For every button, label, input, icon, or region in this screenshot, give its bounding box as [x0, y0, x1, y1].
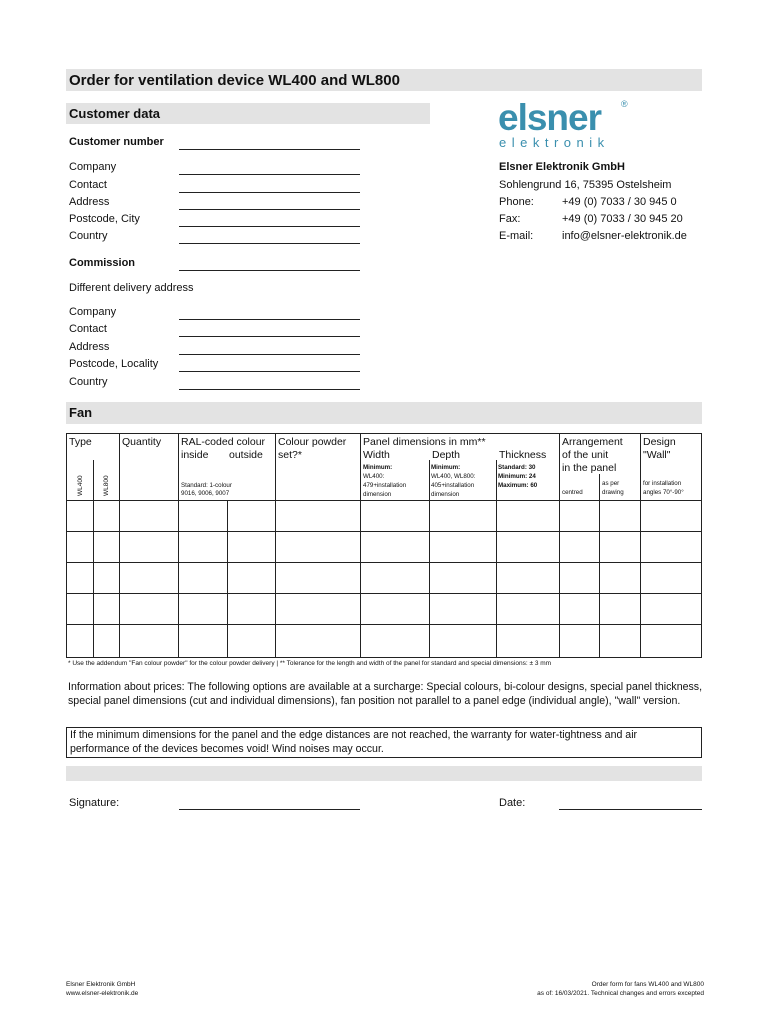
registered-mark: ® [621, 99, 628, 109]
customer-section-title: Customer data [69, 106, 161, 121]
depth-models: WL400, WL800: [431, 473, 476, 480]
ral-standard-note: Standard: 1-colour [181, 482, 232, 489]
footer-form-title: Order form for fans WL400 and WL800 [591, 981, 704, 988]
arrangement-header: Arrangement [562, 436, 623, 448]
country-label: Country [69, 230, 108, 242]
arrangement-header-2: of the unit [562, 449, 609, 461]
footer-version: as of: 16/03/2021. Technical changes and errors excepted [537, 990, 704, 997]
postcode-city-label: Postcode, City [69, 213, 140, 225]
panel-dimensions-header: Panel dimensions in mm** [363, 436, 486, 448]
fan-section-bar [66, 402, 702, 424]
email-label: E-mail: [499, 230, 534, 242]
email-value[interactable]: info@elsner-elektronik.de [562, 230, 687, 242]
country-field[interactable] [179, 243, 360, 244]
type-header: Type [69, 436, 92, 448]
width-minimum: Minimum: [363, 464, 393, 471]
depth-installation: 405+installation [431, 482, 475, 489]
as-per-drawing-option-2: drawing [602, 489, 624, 496]
delivery-postcode-field[interactable] [179, 371, 360, 372]
company-label: Company [69, 161, 117, 173]
page-title: Order for ventilation device WL400 and WL800 [69, 72, 400, 89]
ral-header: RAL-coded colour [181, 436, 266, 448]
delivery-contact-field[interactable] [179, 336, 360, 337]
ral-inside-header: inside [181, 449, 209, 461]
thickness-minimum: Minimum: 24 [498, 473, 536, 480]
delivery-contact-label: Contact [69, 323, 107, 335]
phone-value: +49 (0) 7033 / 30 945 0 [562, 196, 677, 208]
vendor-street: Sohlengrund 16, 75395 Ostelsheim [499, 179, 672, 191]
centred-option: centred [562, 489, 583, 496]
different-delivery-label: Different delivery address [69, 282, 194, 294]
phone-label: Phone: [499, 196, 534, 208]
elsner-logo: elsner [498, 97, 602, 138]
delivery-country-field[interactable] [179, 389, 360, 390]
wl800-header: WL800 [103, 475, 110, 496]
postcode-city-field[interactable] [179, 226, 360, 227]
ral-standard-colours: 9016, 9006, 9007 [181, 490, 230, 497]
as-per-drawing-option: as per [602, 480, 620, 487]
fax-value: +49 (0) 7033 / 30 945 20 [562, 213, 683, 225]
delivery-address-label: Address [69, 341, 110, 353]
table-footnote: * Use the addendum "Fan colour powder" for the colour powder delivery | ** Tolerance for the length and width of the panel for standard and special dimensions: ± 3 mm [68, 660, 552, 667]
separator-bar [66, 766, 702, 781]
contact-field[interactable] [179, 192, 360, 193]
thickness-header: Thickness [499, 449, 547, 461]
depth-header: Depth [432, 449, 461, 461]
fan-order-table [66, 433, 702, 658]
depth-dimension: dimension [431, 491, 460, 498]
delivery-company-label: Company [69, 306, 117, 318]
install-angle-note: for installation [643, 480, 682, 487]
fax-label: Fax: [499, 213, 521, 225]
depth-minimum: Minimum: [431, 464, 461, 471]
delivery-postcode-label: Postcode, Locality [69, 358, 159, 370]
customer-number-field[interactable] [179, 149, 360, 150]
width-dimension: dimension [363, 491, 392, 498]
powder-header: Colour powder [278, 436, 347, 448]
arrangement-header-3: in the panel [562, 462, 617, 474]
quantity-header: Quantity [122, 436, 162, 448]
customer-number-label: Customer number [69, 136, 164, 148]
width-wl400: WL400: [363, 473, 385, 480]
thickness-maximum: Maximum: 60 [498, 482, 538, 489]
design-header: Design [643, 436, 676, 448]
width-header: Width [363, 449, 390, 461]
wl400-header: WL400 [77, 475, 84, 496]
address-label: Address [69, 196, 110, 208]
warranty-warning: If the minimum dimensions for the panel and the edge distances are not reached, the warranty for water-tightness and air performance of the devices becomes void! Wind noises may occur. [66, 727, 702, 758]
design-wall-header: "Wall" [643, 449, 671, 461]
thickness-standard: Standard: 30 [498, 464, 536, 471]
date-label: Date: [499, 797, 526, 809]
address-field[interactable] [179, 209, 360, 210]
company-field[interactable] [179, 174, 360, 175]
footer-company: Elsner Elektronik GmbH [66, 981, 136, 988]
date-field[interactable] [559, 809, 702, 810]
delivery-country-label: Country [69, 376, 108, 388]
width-installation: 479+installation [363, 482, 407, 489]
price-information: Information about prices: The following options are available at a surcharge: Special colours, bi-colour designs, special panel thickness, special panel dimensions (cut and individual dimensions), fan position not parallel to a panel edge (individual angle), "wall" version. [68, 681, 703, 707]
install-angle-range: angles 70°-90° [643, 489, 684, 496]
fan-section-title: Fan [69, 405, 93, 420]
delivery-company-field[interactable] [179, 319, 360, 320]
footer-website[interactable]: www.elsner-elektronik.de [66, 990, 139, 997]
signature-field[interactable] [179, 809, 360, 810]
delivery-address-field[interactable] [179, 354, 360, 355]
ral-outside-header: outside [229, 449, 263, 461]
powder-header-2: set?* [278, 449, 302, 461]
vendor-name: Elsner Elektronik GmbH [499, 161, 625, 173]
elektronik-logo-text: elektronik [499, 135, 610, 150]
commission-field[interactable] [179, 270, 360, 271]
contact-label: Contact [69, 179, 107, 191]
signature-label: Signature: [69, 797, 120, 809]
commission-label: Commission [69, 257, 136, 269]
